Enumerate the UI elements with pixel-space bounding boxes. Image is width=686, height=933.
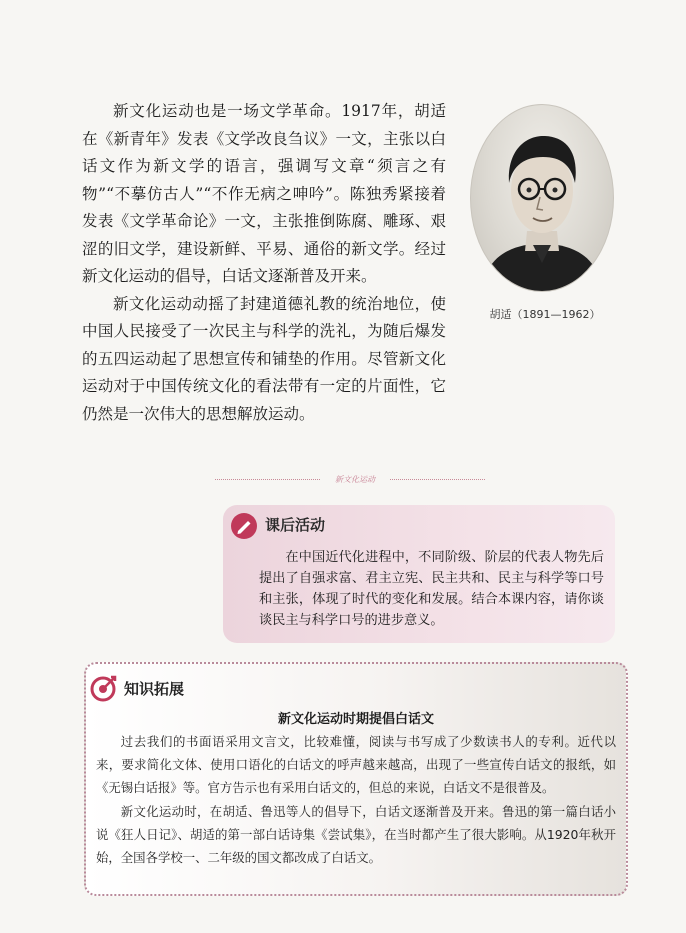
knowledge-extension xyxy=(84,662,628,896)
knowledge-title: 知识拓展 xyxy=(124,680,185,698)
knowledge-paragraph: 新文化运动时，在胡适、鲁迅等人的倡导下，白话文逐渐普及开来。鲁迅的第一篇白话小说《狂人日记》、胡适的第一部白话诗集《尝试集》，在当时都产生了很大影响。从1920年秋开始，全国各学校一、二年级的国文都改成了白话文。 xyxy=(96,803,616,866)
main-text xyxy=(82,98,446,428)
knowledge-paragraph: 过去我们的书面语采用文言文，比较难懂，阅读与书写成了少数读书人的专利。近代以来，要求简化文体、使用口语化的白话文的呼声越来越高，出现了一些宣传白话文的报纸，如《无锡白话报》等。官方告示也有采用白话文的，但总的来说，白话文不是很普及。 xyxy=(96,734,616,796)
knowledge-target-icon xyxy=(90,674,118,702)
after-class-activity xyxy=(223,505,615,643)
divider-label: 新文化运动 xyxy=(335,475,375,484)
activity-title: 课后活动 xyxy=(265,516,326,534)
knowledge-body xyxy=(96,730,616,869)
activity-body xyxy=(259,547,604,631)
paragraph-literary-revolution: 新文化运动也是一场文学革命。1917年，胡适在《新青年》发表《文学改良刍议》一文，主张以白话文作为新文学的语言，强调写文章“须言之有物”“不摹仿古人”“不作无病之呻吟”。陈独秀紧接着发表《文学革命论》一文，主张推倒陈腐、雕琢、艰涩的旧文学，建设新鲜、平易、通俗的新文学。经过新文化运动的倡导，白话文逐渐普及开来。 xyxy=(82,102,446,285)
hu-shi-portrait xyxy=(470,104,614,292)
activity-text: 在中国近代化进程中，不同阶级、阶层的代表人物先后提出了自强求富、君主立宪、民主共和、民主与科学等口号和主张，体现了时代的变化和发展。结合本课内容，请你谈谈民主与科学口号的进步意义。 xyxy=(259,550,604,628)
portrait-caption: 胡适（1891—1962） xyxy=(489,308,601,321)
knowledge-subtitle: 新文化运动时期提倡白话文 xyxy=(277,712,434,727)
portrait-figure xyxy=(470,104,620,322)
divider-line-right xyxy=(390,479,485,480)
portrait-illustration xyxy=(471,105,613,291)
paragraph-influence: 新文化运动动摇了封建道德礼教的统治地位，使中国人民接受了一次民主与科学的洗礼，为随后爆发的五四运动起了思想宣传和铺垫的作用。尽管新文化运动对于中国传统文化的看法带有一定的片面性，它仍然是一次伟大的思想解放运动。 xyxy=(82,294,446,423)
divider-line-left xyxy=(215,479,320,480)
activity-pencil-icon xyxy=(230,512,258,540)
page-footer-fragment xyxy=(120,924,240,933)
section-divider xyxy=(215,474,485,484)
